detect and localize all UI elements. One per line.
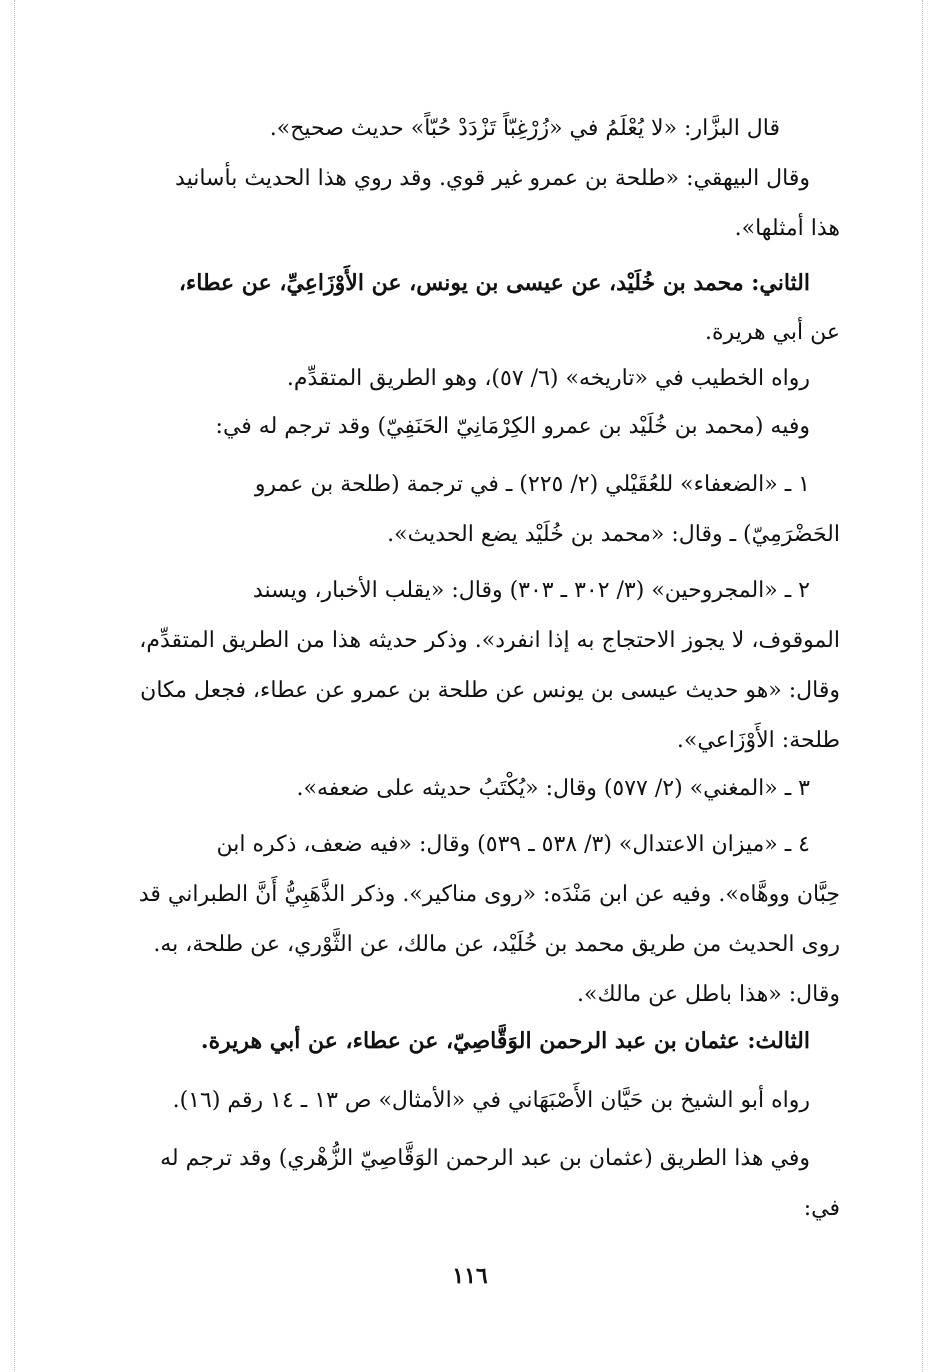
page-edge-left bbox=[14, 0, 15, 1372]
page-number: ١١٦ bbox=[452, 1263, 488, 1289]
text-line: وقال: «هو حديث عيسى بن يونس عن طلحة بن عمرو عن عطاء، فجعل مكان bbox=[140, 678, 840, 703]
text-line: ٤ ـ «ميزان الاعتدال» (٣/ ٥٣٨ ـ ٥٣٩) وقال: «فيه ضعف، ذكره ابن bbox=[216, 832, 810, 857]
text-line: روى الحديث من طريق محمد بن خُلَيْد، عن مالك، عن الثَّوْري، عن طلحة، به. bbox=[153, 932, 840, 957]
text-line: ٢ ـ «المجروحين» (٣/ ٣٠٢ ـ ٣٠٣) وقال: «يقلب الأخبار، ويسند bbox=[252, 578, 810, 603]
text-line: رواه أبو الشيخ بن حَيَّان الأَصْبَهَاني في «الأمثال» ص ١٣ ـ ١٤ رقم (١٦). bbox=[172, 1088, 810, 1113]
list-item-2 bbox=[84, 566, 840, 766]
text-line: حِبَّان ووهَّاه». وفيه عن ابن مَنْدَه: «روى مناكير». وذكر الذَّهَبِيُّ أَنَّ الطبراني قد bbox=[138, 882, 840, 907]
paragraph-third-route bbox=[84, 1016, 840, 1066]
list-item-3 bbox=[84, 764, 840, 814]
text-line: قال البزَّار: «لا يُعْلَمُ في «زُرْغِبّاً تَزْدَدْ حُبّاً» حديث صحيح». bbox=[269, 116, 780, 141]
page-edge-right bbox=[922, 0, 923, 1372]
paragraph-second-route bbox=[84, 258, 840, 358]
paragraph-bayhaqi bbox=[84, 154, 840, 254]
list-item-1 bbox=[84, 460, 840, 560]
text-line: في: bbox=[803, 1196, 840, 1221]
paragraph-bazzar bbox=[84, 104, 840, 154]
text-line: وقال: «هذا باطل عن مالك». bbox=[577, 982, 840, 1007]
text-line: عن أبي هريرة. bbox=[705, 320, 840, 345]
text-line: ١ ـ «الضعفاء» للعُقَيْلي (٢/ ٢٢٥) ـ في ترجمة (طلحة بن عمرو bbox=[254, 472, 810, 497]
text-line: وفيه (محمد بن خُلَيْد بن عمرو الكِرْمَانِيّ الحَنَفِيّ) وقد ترجم له في: bbox=[215, 414, 810, 439]
text-line: الحَضْرَمِيّ) ـ وقال: «محمد بن خُلَيْد يضع الحديث». bbox=[387, 522, 840, 547]
text-line: هذا أمثلها». bbox=[734, 216, 840, 241]
text-line: وقال البيهقي: «طلحة بن عمرو غير قوي. وقد روي هذا الحديث بأسانيد bbox=[175, 166, 810, 191]
text-line: وفي هذا الطريق (عثمان بن عبد الرحمن الوَقَّاصِيّ الزُّهْري) وقد ترجم له bbox=[160, 1146, 810, 1171]
paragraph-biography-uthman bbox=[84, 1134, 840, 1234]
text-line: رواه الخطيب في «تاريخه» (٦/ ٥٧)، وهو الطريق المتقدِّم. bbox=[286, 366, 810, 391]
text-line: ٣ ـ «المغني» (٢/ ٥٧٧) وقال: «يُكْتَبُ حديثه على ضعفه». bbox=[296, 776, 810, 801]
paragraph-biography-khulayd bbox=[84, 402, 840, 452]
list-item-4 bbox=[84, 820, 840, 1020]
text-line: الثاني: محمد بن خُلَيْد، عن عيسى بن يونس، عن الأَوْزَاعِيِّ، عن عطاء، bbox=[178, 270, 810, 296]
text-line: الموقوف، لا يجوز الاحتجاج به إذا انفرد». وذكر حديثه هذا من الطريق المتقدِّم، bbox=[139, 628, 840, 653]
text-line: الثالث: عثمان بن عبد الرحمن الوَقَّاصِيّ، عن عطاء، عن أبي هريرة. bbox=[200, 1028, 810, 1054]
text-line: طلحة: الأَوْزَاعي». bbox=[676, 728, 840, 753]
paragraph-khatib bbox=[84, 354, 840, 404]
paragraph-abu-shaykh bbox=[84, 1076, 840, 1126]
